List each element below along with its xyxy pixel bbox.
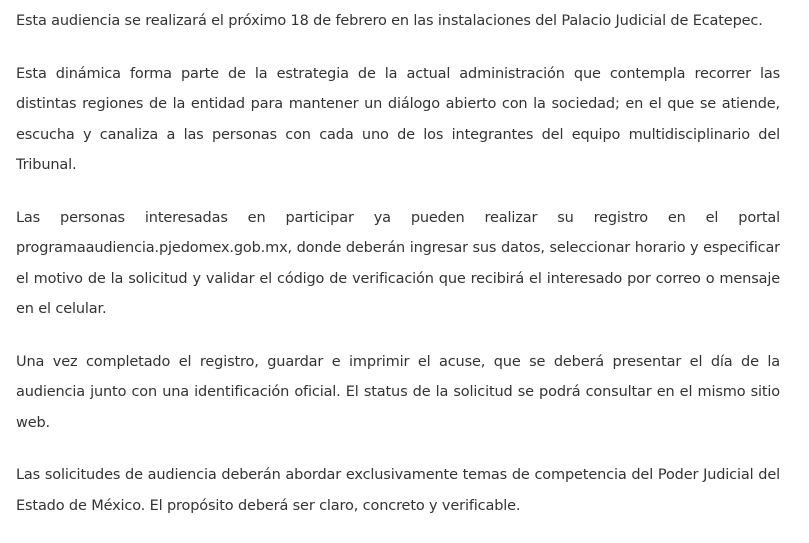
- paragraph-acknowledgment: Una vez completado el registro, guardar e imprimir el acuse, que se deberá presentar el día de la audiencia junto con una identificación oficial. El status de la solicitud se podrá consultar en el mismo sitio web.: [16, 353, 780, 431]
- paragraph-requirements: Las solicitudes de audiencia deberán abordar exclusivamente temas de competencia del Poder Judicial del Estado de México. El propósito deberá ser claro, concreto y verificable.: [16, 467, 780, 514]
- paragraph-registration: Las personas interesadas en participar ya pueden realizar su registro en el portal programaaudiencia.pjedomex.gob.mx, donde deberán ingresar sus datos, seleccionar horario y especificar el motivo de la solicitud y validar el código de verificación que recibirá el interesado por correo o mensaje en el celular.: [16, 209, 780, 317]
- paragraph-strategy: Esta dinámica forma parte de la estrategia de la actual administración que contempla recorrer las distintas regiones de la entidad para mantener un diálogo abierto con la sociedad; en el que se atiende, escucha y canaliza a las personas con cada uno de los integrantes del equipo multidisciplinario del Tribunal.: [16, 65, 780, 173]
- article-body: [16, 6, 780, 543]
- paragraph-hearing-date: Esta audiencia se realizará el próximo 18 de febrero en las instalaciones del Palacio Judicial de Ecatepec.: [16, 13, 763, 29]
